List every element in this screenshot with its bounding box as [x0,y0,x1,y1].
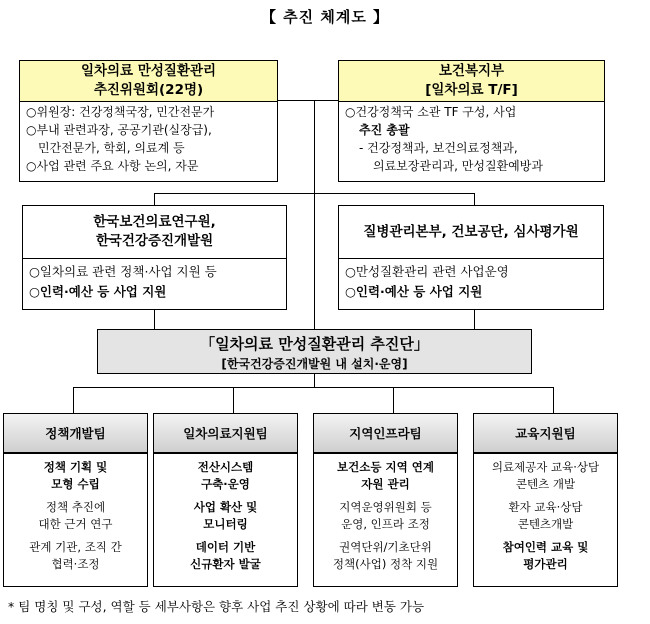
connector-line [474,193,475,205]
team-header: 지역인프라팀 [313,413,458,453]
ministry-title-line1: 보건복지부 [438,63,505,79]
team-role-item: 권역단위/기초단위 정책(사업) 정착 지원 [332,540,439,571]
connector-line [314,193,474,194]
institutes-left-item: ○인력·예산 등 사업 지원 [29,284,167,299]
team-role-item: 정책 추진에 대한 근거 연구 [38,500,113,531]
committee-title-line1: 일차의료 만성질환관리 [80,63,217,79]
team-header: 교육지원팀 [473,413,618,453]
committee-header [20,61,277,102]
team-header: 정책개발팀 [3,413,148,453]
connector-line [393,387,394,413]
ministry-item: - 건강정책과, 보건의료정책과, [359,141,518,155]
connector-line [314,100,315,329]
team-role-item: 참여인력 교육 및 평가관리 [502,540,589,571]
committee-item: ○부내 관련과장, 공공기관(실장급), [26,123,212,137]
committee-title-line2: 추진위원회(22명) [93,82,204,98]
team-role-item: 지역운영위원회 등 운영, 인프라 조정 [339,500,432,531]
team-role-item: 정책 기획 및 모형 수립 [43,460,108,491]
institutes-right-title: 질병관리본부, 건보공단, 심사평가원 [363,223,579,240]
team-role-item: 전산시스템 구축·운영 [197,460,254,491]
committee-box [19,60,278,182]
team-role-item: 환자 교육·상담 콘텐츠개발 [508,500,583,531]
institutes-left-item: ○일차의료 관련 정책·사업 지원 등 [29,264,217,279]
institutes-right-box [338,205,604,310]
connector-line [278,100,338,101]
page-title: 【 추진 체계도 】 [260,8,390,26]
ministry-item: 의료보장관리과, 만성질환예방과 [373,159,543,173]
institutes-left-box [22,205,287,310]
institutes-right-item: ○인력·예산 등 사업 지원 [345,284,483,299]
team-role-item: 관계 기관, 조직 간 협력·조정 [29,540,122,571]
team-role-item: 의료제공자 교육·상담 콘텐츠 개발 [491,460,600,491]
connector-line [73,387,554,388]
connector-line [233,387,234,413]
team-body [153,453,298,587]
connector-line [73,387,74,413]
team-body [473,453,618,587]
institutes-left-title-line2: 한국건강증진개발원 [95,233,214,249]
ministry-title-line2: [일차의료 T/F] [425,82,518,98]
connector-line [154,193,155,205]
connector-line [154,193,315,194]
institutes-right-item: ○만성질환관리 관련 사업운영 [345,264,509,279]
ministry-body [339,102,604,179]
team-role-item: 보건소등 지역 연계 자원 관리 [337,460,434,491]
institutes-left-title-line1: 한국보건의료연구원, [93,214,216,230]
institutes-left-header [23,206,286,259]
ministry-item: ○건강정책국 소관 TF 구성, 사업 [345,105,517,119]
task-force-title: 「일차의료 만성질환관리 추진단」 [200,335,429,353]
team-header: 일차의료지원팀 [153,413,298,453]
task-force-subtitle: [한국건강증진개발원 내 설치·운영] [221,357,408,371]
task-force-box [97,329,532,374]
connector-line [474,310,475,329]
team-body [3,453,148,587]
connector-line [553,387,554,413]
connector-line [154,310,155,329]
committee-item: 민간전문가, 학회, 의료계 등 [38,141,185,155]
ministry-item: 추진 총괄 [359,123,410,137]
team-role-item: 데이터 기반 신규환자 발굴 [190,540,261,571]
institutes-right-body [339,259,603,306]
connector-line [314,374,315,387]
committee-item: ○위원장: 건강정책국장, 민간전문가 [26,105,215,119]
ministry-box [338,60,605,182]
team-body [313,453,458,587]
institutes-left-body [23,259,286,306]
ministry-header [339,61,604,102]
committee-body [20,102,277,179]
committee-item: ○사업 관련 주요 사항 논의, 자문 [26,159,199,173]
institutes-right-header [339,206,603,259]
team-role-item: 사업 확산 및 모니터링 [193,500,258,531]
footnote: * 팀 명칭 및 구성, 역할 등 세부사항은 향후 사업 추진 상황에 따라 변동 가능 [8,599,425,614]
